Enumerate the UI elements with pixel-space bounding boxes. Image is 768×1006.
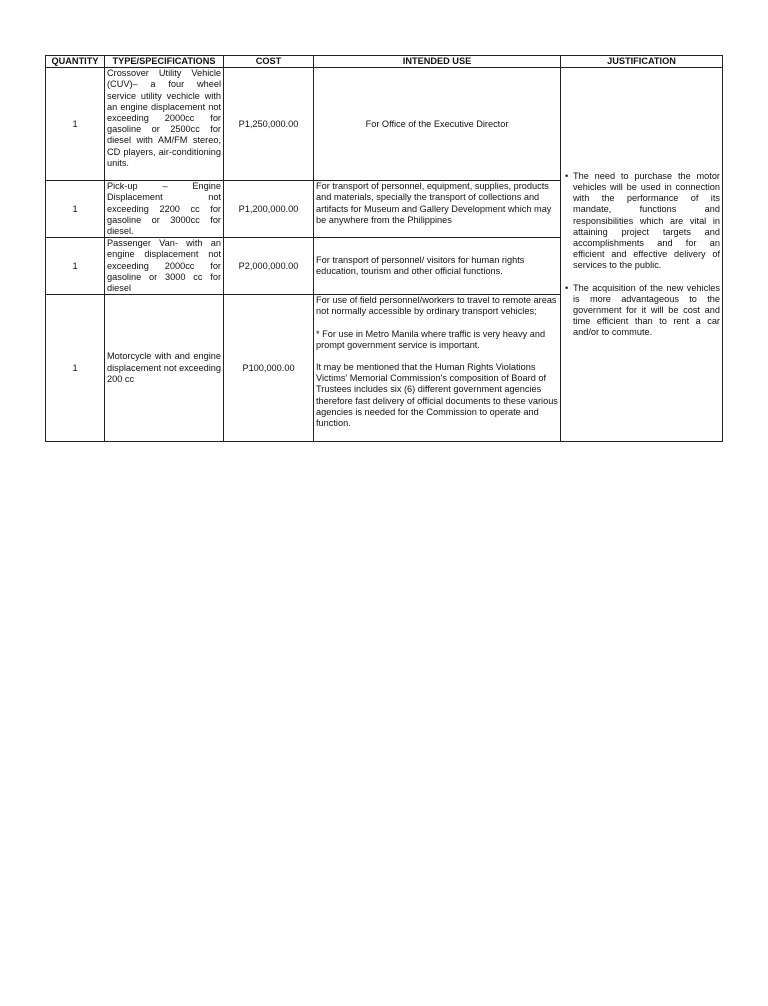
intended-use-cell: [314, 238, 561, 295]
justification-list: [565, 171, 720, 339]
header-intended-use: INTENDED USE: [314, 56, 561, 68]
intended-use-text: For transport of personnel, equipment, supplies, products and materials, specially the transport of collections and artifacts for Museum and Gallery Development which may be anywhere from the Philippines: [316, 181, 552, 225]
cost-cell: P1,200,000.00: [224, 181, 314, 238]
header-quantity: QUANTITY: [46, 56, 105, 68]
intended-use-paragraph: For use of field personnel/workers to travel to remote areas not normally accessible by ordinary transport vehicles;: [316, 295, 557, 317]
table-row: [46, 68, 723, 181]
spec-cell: Crossover Utility Vehicle (CUV)– a four wheel service utility vechicle with an engine displacement not exceeding 2000cc for gasoline or 2500cc for diesel with AM/FM stereo, CD players, air-conditioning units.: [105, 68, 224, 181]
quantity-cell: 1: [46, 238, 105, 295]
intended-use-cell: [314, 295, 561, 442]
intended-use-paragraph: * For use in Metro Manila where traffic is very heavy and prompt government service is important.: [316, 328, 546, 350]
cost-cell: P100,000.00: [224, 295, 314, 442]
header-justification: JUSTIFICATION: [561, 56, 723, 68]
spec-cell: Pick-up – Engine Displacement not exceeding 2200 cc for gasoline or 3000cc for diesel.: [105, 181, 224, 238]
intended-use-cell: [314, 181, 561, 238]
header-type: TYPE/SPECIFICATIONS: [105, 56, 224, 68]
justification-item: • The acquisition of the new vehicles is more advantageous to the government for it will be cost and time efficient than to rent a car and/or to commute.: [565, 283, 720, 339]
cost-cell: P2,000,000.00: [224, 238, 314, 295]
intended-use-cell: [314, 68, 561, 181]
quantity-cell: 1: [46, 295, 105, 442]
justification-item: • The need to purchase the motor vehicles will be used in connection with the performance of its mandate, functions and responsibilities which are vital in attaining project targets and accomplishments and for an efficient and effective delivery of services to the public.: [565, 171, 720, 272]
quantity-cell: 1: [46, 68, 105, 181]
procurement-table: [45, 55, 723, 442]
header-row: [46, 56, 723, 68]
spec-cell: Passenger Van- with an engine displacement not exceeding 2000cc for gasoline or 3000 cc for diesel: [105, 238, 224, 295]
cost-cell: P1,250,000.00: [224, 68, 314, 181]
spec-cell: Motorcycle with and engine displacement not exceeding 200 cc: [105, 295, 224, 442]
quantity-cell: 1: [46, 181, 105, 238]
intended-use-paragraph: It may be mentioned that the Human Rights Violations Victims' Memorial Commission's composition of Board of Trustees includes six (6) different government agencies therefore fast delivery of official documents to these various agencies is needed for the Commission to operate and function.: [316, 362, 558, 429]
justification-cell: [561, 68, 723, 442]
header-cost: COST: [224, 56, 314, 68]
intended-use-text: For Office of the Executive Director: [365, 118, 509, 129]
intended-use-text: For transport of personnel/ visitors for human rights education, tourism and other official functions.: [316, 255, 525, 277]
